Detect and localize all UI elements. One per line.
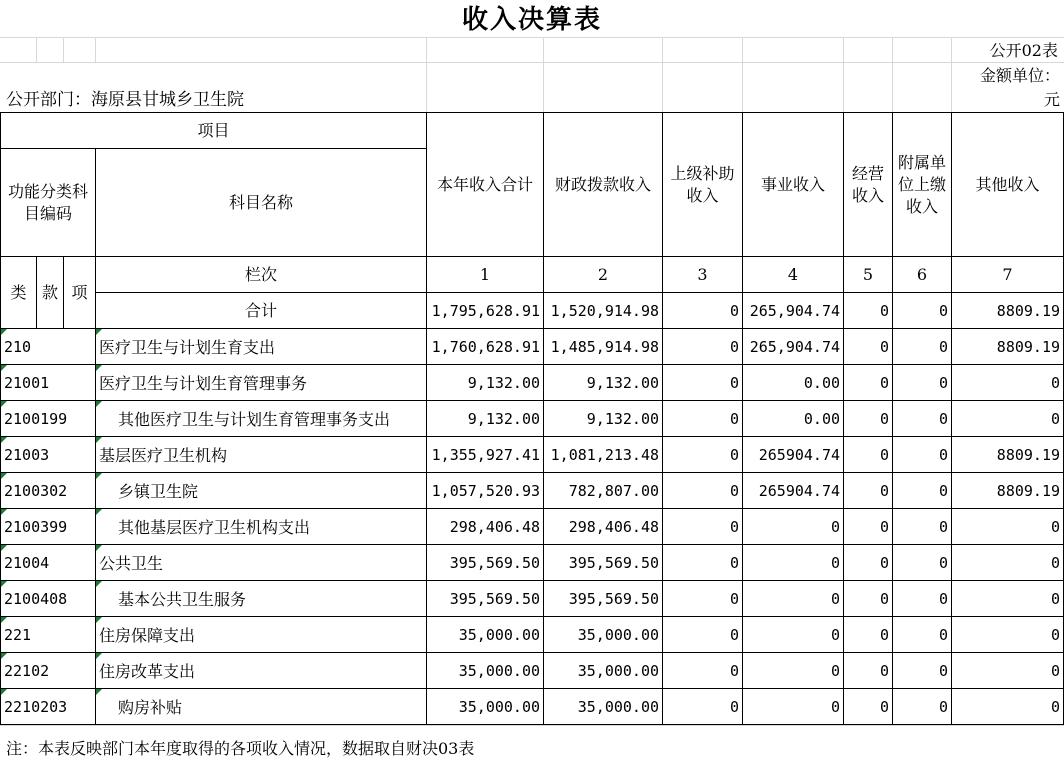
row-value: 1,485,914.98: [544, 329, 663, 365]
row-name: 其他基层医疗卫生机构支出: [96, 509, 427, 545]
row-value: 0: [952, 653, 1064, 689]
row-value: 35,000.00: [544, 617, 663, 653]
row-value: 0: [663, 437, 743, 473]
row-value: 0: [743, 509, 844, 545]
row-code: 2100399: [1, 509, 96, 545]
row-code: 2210203: [1, 689, 96, 725]
row-value: 265904.74: [743, 473, 844, 509]
table-row: [1, 653, 1064, 689]
row-value: 9,132.00: [544, 365, 663, 401]
row-value: 0.00: [743, 401, 844, 437]
row-value: 0.00: [743, 365, 844, 401]
row-value: 0: [893, 581, 952, 617]
row-value: 8809.19: [952, 329, 1064, 365]
header-superior: 上级补助收入: [663, 113, 743, 257]
row-value: 0: [844, 401, 893, 437]
row-value: 0: [844, 473, 893, 509]
row-name: 医疗卫生与计划生育支出: [96, 329, 427, 365]
total-cell: 1,520,914.98: [544, 293, 663, 329]
income-table: [0, 112, 1064, 725]
row-value: 395,569.50: [544, 581, 663, 617]
row-value: 0: [663, 473, 743, 509]
total-cell: 8809.19: [952, 293, 1064, 329]
total-label: 合计: [96, 293, 427, 329]
row-name: 乡镇卫生院: [96, 473, 427, 509]
row-value: 0: [952, 581, 1064, 617]
row-value: 0: [663, 401, 743, 437]
row-value: 1,057,520.93: [427, 473, 544, 509]
row-value: 0: [844, 437, 893, 473]
total-cell: 0: [663, 293, 743, 329]
total-row: [1, 293, 1064, 329]
row-value: 9,132.00: [427, 365, 544, 401]
header-operating: 经营收入: [844, 113, 893, 257]
row-name: 医疗卫生与计划生育管理事务: [96, 365, 427, 401]
row-name: 基层医疗卫生机构: [96, 437, 427, 473]
row-value: 0: [663, 617, 743, 653]
sheet-id: 公开02表: [989, 41, 1058, 60]
amount-unit-label: 金额单位：: [979, 66, 1060, 85]
amount-unit: [950, 64, 1060, 112]
header-row-lanci: [1, 257, 1064, 293]
row-value: 0: [844, 365, 893, 401]
row-name: 住房保障支出: [96, 617, 427, 653]
table-row: [1, 689, 1064, 725]
row-name: 购房补贴: [96, 689, 427, 725]
row-value: 0: [893, 689, 952, 725]
table-row: [1, 365, 1064, 401]
header-fiscal: 财政拨款收入: [544, 113, 663, 257]
row-value: 1,760,628.91: [427, 329, 544, 365]
row-value: 0: [893, 617, 952, 653]
row-value: 0: [893, 365, 952, 401]
row-value: 0: [952, 365, 1064, 401]
table-row: [1, 509, 1064, 545]
row-value: 0: [844, 653, 893, 689]
total-cell: 0: [844, 293, 893, 329]
col-index-7: 7: [952, 257, 1064, 293]
row-name: 基本公共卫生服务: [96, 581, 427, 617]
table-row: [1, 401, 1064, 437]
header-business: 事业收入: [743, 113, 844, 257]
row-value: 8809.19: [952, 473, 1064, 509]
row-value: 395,569.50: [427, 581, 544, 617]
row-value: 298,406.48: [427, 509, 544, 545]
row-value: 0: [743, 545, 844, 581]
row-name: 其他医疗卫生与计划生育管理事务支出: [96, 401, 427, 437]
row-value: 0: [844, 509, 893, 545]
row-value: 0: [844, 329, 893, 365]
row-value: 0: [844, 617, 893, 653]
col-index-6: 6: [893, 257, 952, 293]
row-value: 0: [952, 617, 1064, 653]
header-xiang: 项: [64, 257, 96, 329]
row-value: 0: [663, 545, 743, 581]
total-cell: 1,795,628.91: [427, 293, 544, 329]
row-name: 住房改革支出: [96, 653, 427, 689]
row-value: 0: [893, 653, 952, 689]
header-lei: 类: [1, 257, 37, 329]
row-value: 0: [743, 653, 844, 689]
department-label: 公开部门：海原县甘城乡卫生院: [6, 90, 244, 110]
row-code: 2100408: [1, 581, 96, 617]
col-index-2: 2: [544, 257, 663, 293]
row-value: 1,355,927.41: [427, 437, 544, 473]
row-value: 35,000.00: [427, 617, 544, 653]
table-note: 注：本表反映部门本年度取得的各项收入情况，数据取自财决03表: [6, 739, 475, 758]
row-code: 21001: [1, 365, 96, 401]
row-value: 0: [844, 689, 893, 725]
col-index-5: 5: [844, 257, 893, 293]
row-value: 0: [663, 509, 743, 545]
table-row: [1, 437, 1064, 473]
report-title: 收入决算表: [461, 5, 602, 35]
row-value: 9,132.00: [544, 401, 663, 437]
table-row: [1, 581, 1064, 617]
row-value: 298,406.48: [544, 509, 663, 545]
header-affiliated: 附属单位上缴收入: [893, 113, 952, 257]
row-value: 0: [893, 329, 952, 365]
row-value: 265904.74: [743, 437, 844, 473]
row-value: 9,132.00: [427, 401, 544, 437]
col-index-3: 3: [663, 257, 743, 293]
col-index-4: 4: [743, 257, 844, 293]
row-value: 782,807.00: [544, 473, 663, 509]
row-value: 0: [952, 509, 1064, 545]
header-other: 其他收入: [952, 113, 1064, 257]
row-code: 2100302: [1, 473, 96, 509]
row-value: 0: [893, 473, 952, 509]
row-name: 公共卫生: [96, 545, 427, 581]
row-value: 8809.19: [952, 437, 1064, 473]
row-value: 35,000.00: [427, 689, 544, 725]
row-code: 221: [1, 617, 96, 653]
row-value: 0: [893, 509, 952, 545]
row-value: 1,081,213.48: [544, 437, 663, 473]
row-code: 22102: [1, 653, 96, 689]
col-index-1: 1: [427, 257, 544, 293]
row-value: 0: [952, 401, 1064, 437]
row-value: 0: [743, 581, 844, 617]
row-value: 0: [663, 365, 743, 401]
row-value: 0: [663, 581, 743, 617]
table-body: [1, 329, 1064, 725]
header-kuan: 款: [37, 257, 64, 329]
row-value: 265,904.74: [743, 329, 844, 365]
row-value: 0: [663, 689, 743, 725]
row-value: 0: [844, 545, 893, 581]
row-value: 0: [952, 689, 1064, 725]
row-value: 395,569.50: [427, 545, 544, 581]
row-value: 395,569.50: [544, 545, 663, 581]
row-value: 0: [893, 401, 952, 437]
table-row: [1, 545, 1064, 581]
header-lanci: 栏次: [96, 257, 427, 293]
row-value: 0: [952, 545, 1064, 581]
row-value: 35,000.00: [544, 653, 663, 689]
header-subject-name: 科目名称: [96, 149, 427, 257]
row-value: 0: [893, 437, 952, 473]
table-row: [1, 473, 1064, 509]
amount-unit-value: 元: [1043, 90, 1060, 109]
row-value: 35,000.00: [427, 653, 544, 689]
total-cell: 265,904.74: [743, 293, 844, 329]
row-value: 35,000.00: [544, 689, 663, 725]
header-item: 项目: [1, 113, 427, 149]
row-code: 210: [1, 329, 96, 365]
row-value: 0: [743, 617, 844, 653]
header-func-code: 功能分类科目编码: [1, 149, 96, 257]
header-row-1: [1, 113, 1064, 149]
table-row: [1, 329, 1064, 365]
total-cell: 0: [893, 293, 952, 329]
row-code: 21004: [1, 545, 96, 581]
row-code: 21003: [1, 437, 96, 473]
row-value: 0: [663, 329, 743, 365]
row-value: 0: [663, 653, 743, 689]
header-total: 本年收入合计: [427, 113, 544, 257]
row-value: 0: [844, 581, 893, 617]
row-code: 2100199: [1, 401, 96, 437]
table-row: [1, 617, 1064, 653]
row-value: 0: [893, 545, 952, 581]
row-value: 0: [743, 689, 844, 725]
